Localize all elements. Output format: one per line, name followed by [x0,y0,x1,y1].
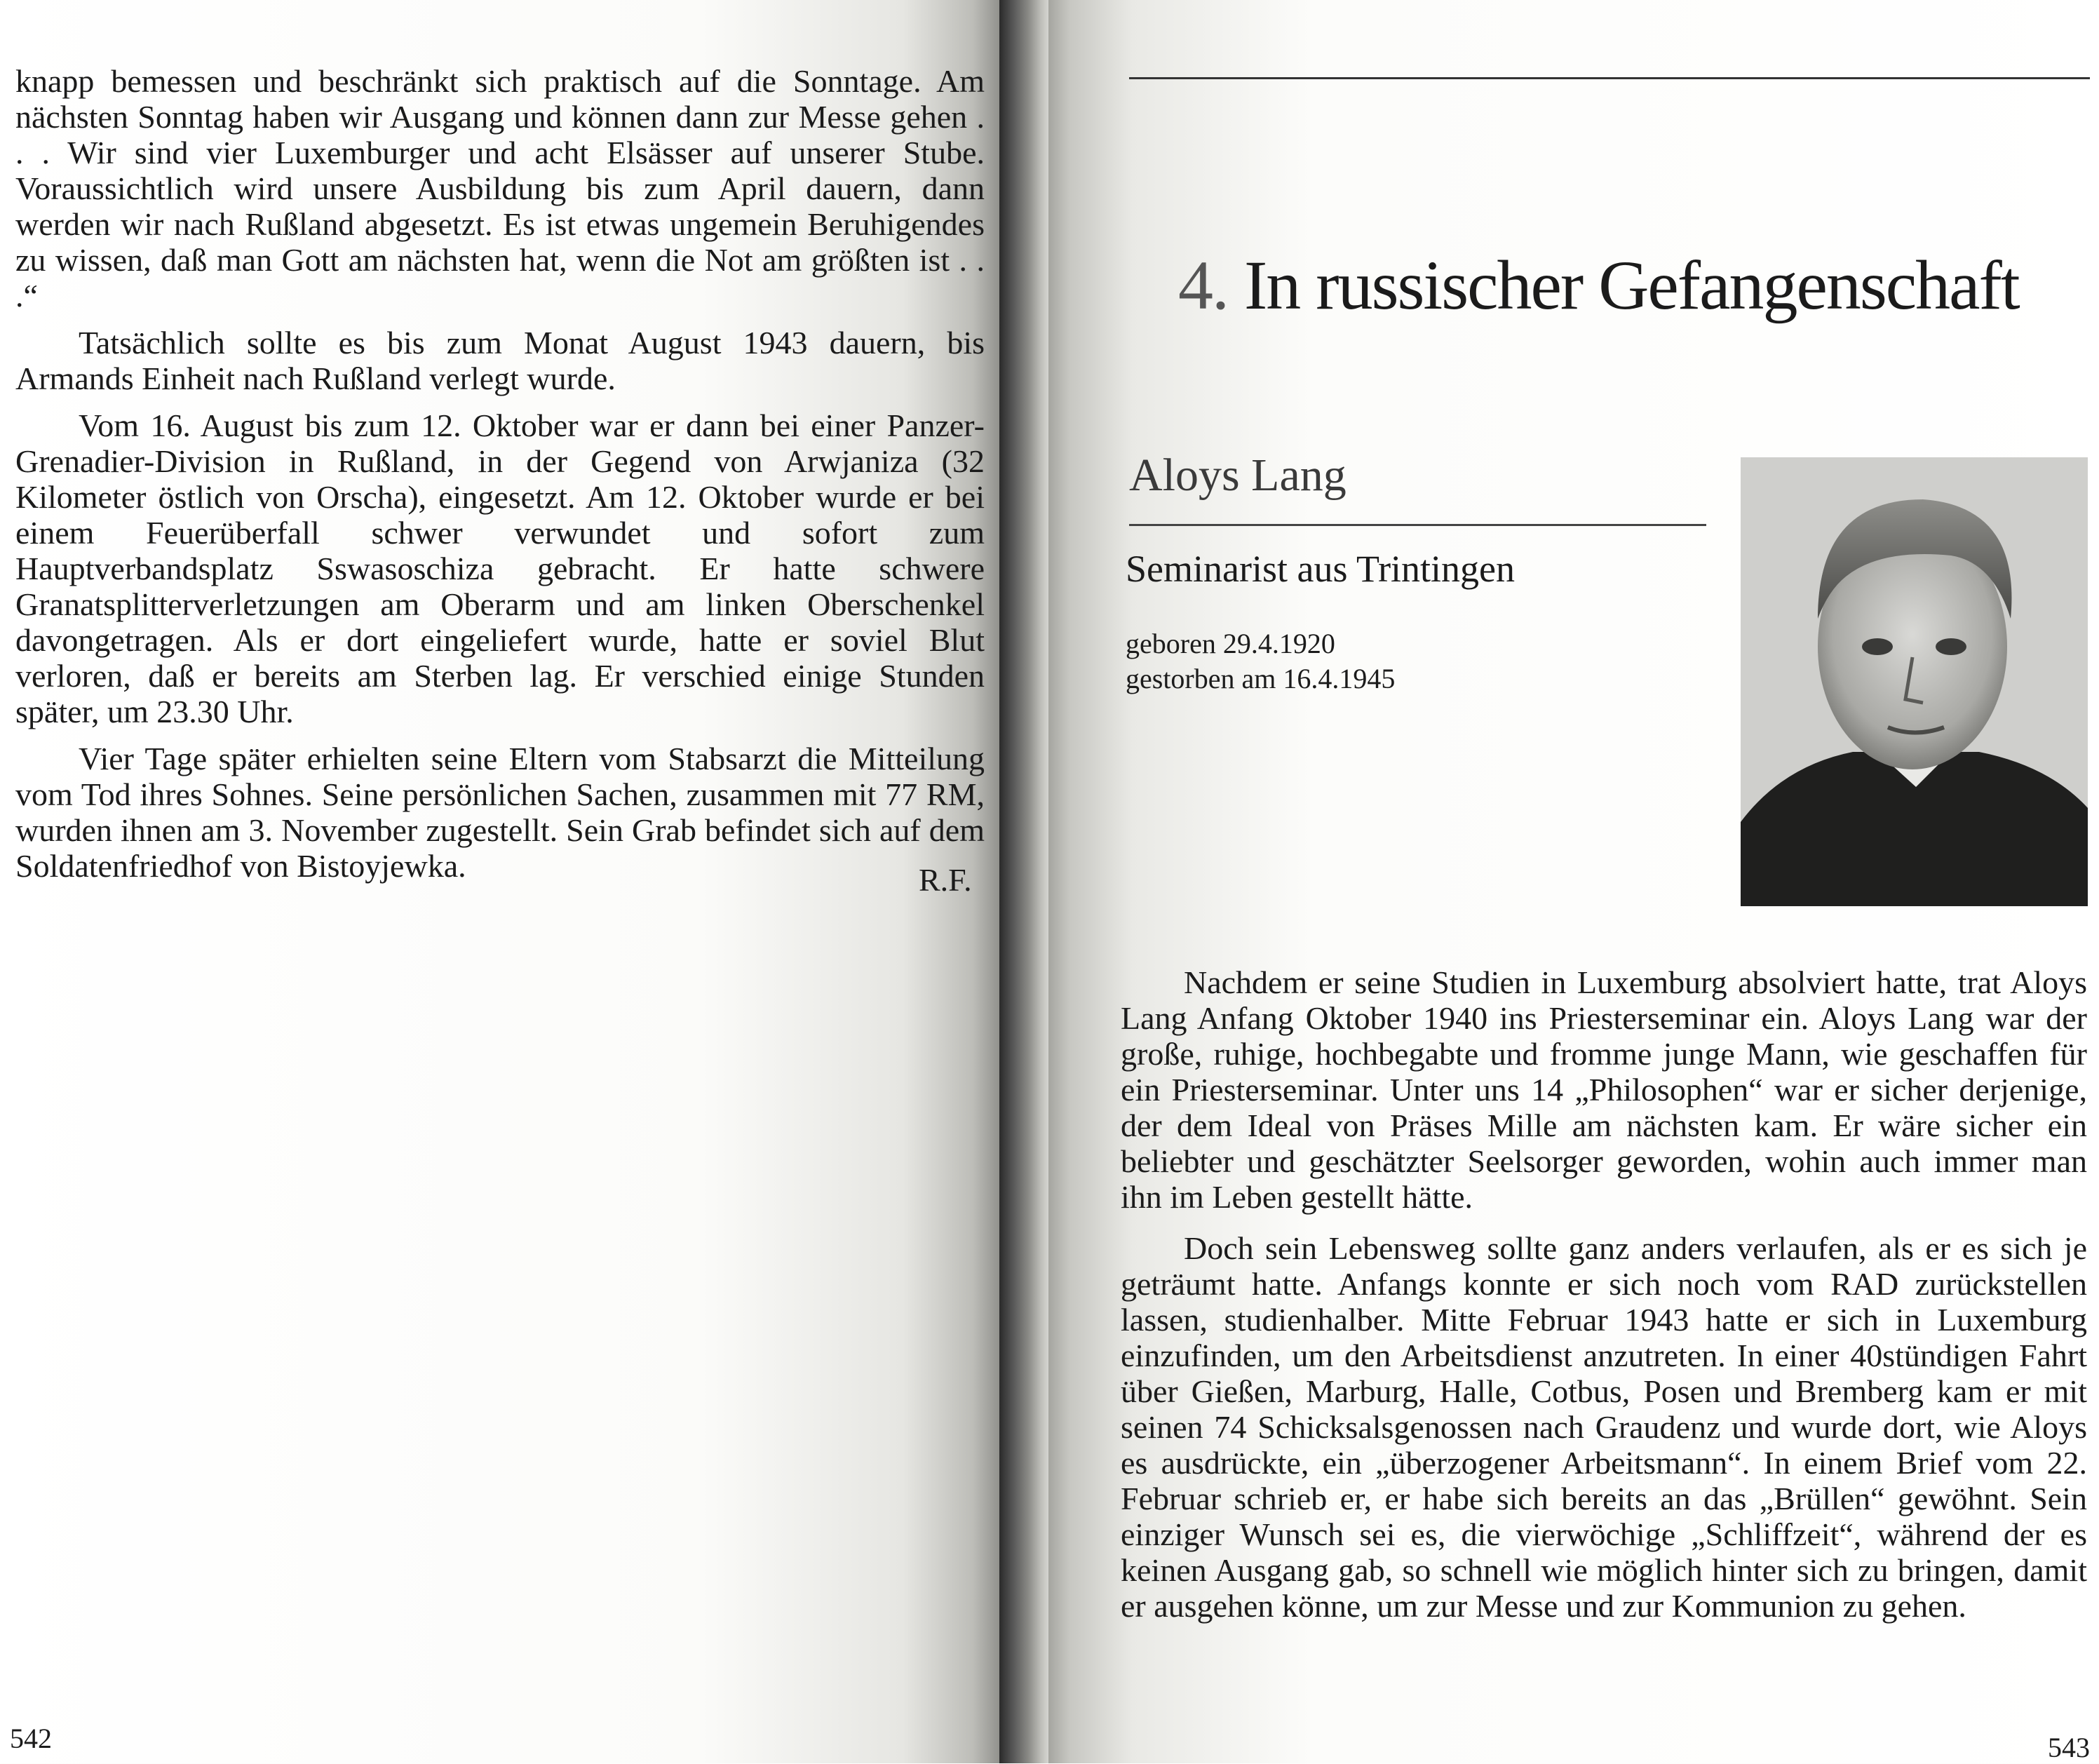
right-paragraph-2: Doch sein Lebensweg sollte ganz anders verlaufen, als er es sich je geträumt hatte. Anfangs konnte er sich noch vom RAD zurückstellen lassen, studienhalber. Mitte Februar 1943 hatte er sich in Luxemburg einzufinden, um den Arbeitsdienst anzutreten. In einer 40stündigen Fahrt über Gießen, Marburg, Halle, Cotbus, Posen und Bremberg kam er mit seinen 74 Schicksalsgenossen nach Graudenz und wurde dort, wie Aloys es ausdrückte, ein „überzogener Arbeitsmann“. In einem Brief vom 22. Februar schrieb er, er habe sich bereits an das „Brüllen“ gewöhnt. Sein einziger Wunsch sei es, die vierwöchige „Schliffzeit“, während der es keinen Ausgang gab, so schnell wie möglich hinter sich zu bringen, damit er ausgehen könne, um zur Messe und zur Kommunion zu gehen. [1121,1230,2087,1624]
left-paragraph-3: Vom 16. August bis zum 12. Oktober war er dann bei einer Panzer-Grenadier-Division in Rußland, in der Gegend von Arwjaniza (32 Kilometer östlich von Orscha), eingesetzt. Am 12. Oktober wurde er bei einem Feuerüberfall schwer verwundet und sofort zum Hauptverbandsplatz Sswasoschiza gebracht. Er hatte schwere Granatsplitterverletzungen am Oberarm und am linken Oberschenkel davongetragen. Als er dort eingeliefert wurde, hatte er soviel Blut verloren, daß er bereits am Sterben lag. Er verschied einige Stunden später, um 23.30 Uhr. [15,408,985,729]
portrait-illustration [1741,457,2088,906]
header-rule [1129,77,2090,79]
left-page-text [15,63,985,895]
death-date: gestorben am 16.4.1945 [1126,663,1396,694]
page-number-left: 542 [10,1723,52,1754]
person-name: Aloys Lang [1129,450,1347,501]
chapter-title: In russischer Gefangenschaft [1244,246,2019,324]
author-initials: R.F. [919,862,972,898]
person-subtitle: Seminarist aus Trintingen [1126,548,1516,590]
right-paragraph-1: Nachdem er seine Studien in Luxemburg absolviert hatte, trat Aloys Lang Anfang Oktober 1940 ins Priesterseminar ein. Aloys Lang war der große, ruhige, hochbegabte und fromme junge Mann, wie geschaffen für ein Priesterseminar. Unter uns 14 „Philosophen“ war er sicher derjenige, der dem Ideal von Präses Mille am nächsten kam. Er wäre sicher ein beliebter und geschätzter Seelsorger geworden, wohin auch immer man ihn im Leben gestellt hätte. [1121,964,2087,1215]
page-number-right: 543 [2048,1732,2090,1763]
chapter-heading [1178,247,2019,324]
portrait-photo [1741,457,2088,906]
left-paragraph-2: Tatsächlich sollte es bis zum Monat August 1943 dauern, bis Armands Einheit nach Rußland verlegt wurde. [15,325,985,396]
name-underline [1129,524,1706,526]
right-page-text [1121,964,2087,1639]
book-gutter [999,0,1052,1763]
life-dates [1126,626,1395,696]
birth-date: geboren 29.4.1920 [1126,628,1335,659]
chapter-number: 4. [1178,246,1228,324]
left-paragraph-4: Vier Tage später erhielten seine Eltern vom Stabsarzt die Mitteilung vom Tod ihres Sohnes. Seine persönlichen Sachen, zusammen mit 77 RM, wurden ihnen am 3. November zugestellt. Sein Grab befindet sich auf dem Soldatenfriedhof von Bistoyjewka. [15,741,985,884]
left-paragraph-1: knapp bemessen und beschränkt sich praktisch auf die Sonntage. Am nächsten Sonntag haben wir Ausgang und können dann zur Messe gehen . . . Wir sind vier Luxemburger und acht Elsässer auf unserer Stube. Voraussichtlich wird unsere Ausbildung bis zum April dauern, dann werden wir nach Rußland abgesetzt. Es ist etwas ungemein Beruhigendes zu wissen, daß man Gott am nächsten hat, wenn die Not am größten ist . . .“ [15,63,985,314]
left-page [0,0,1003,1763]
